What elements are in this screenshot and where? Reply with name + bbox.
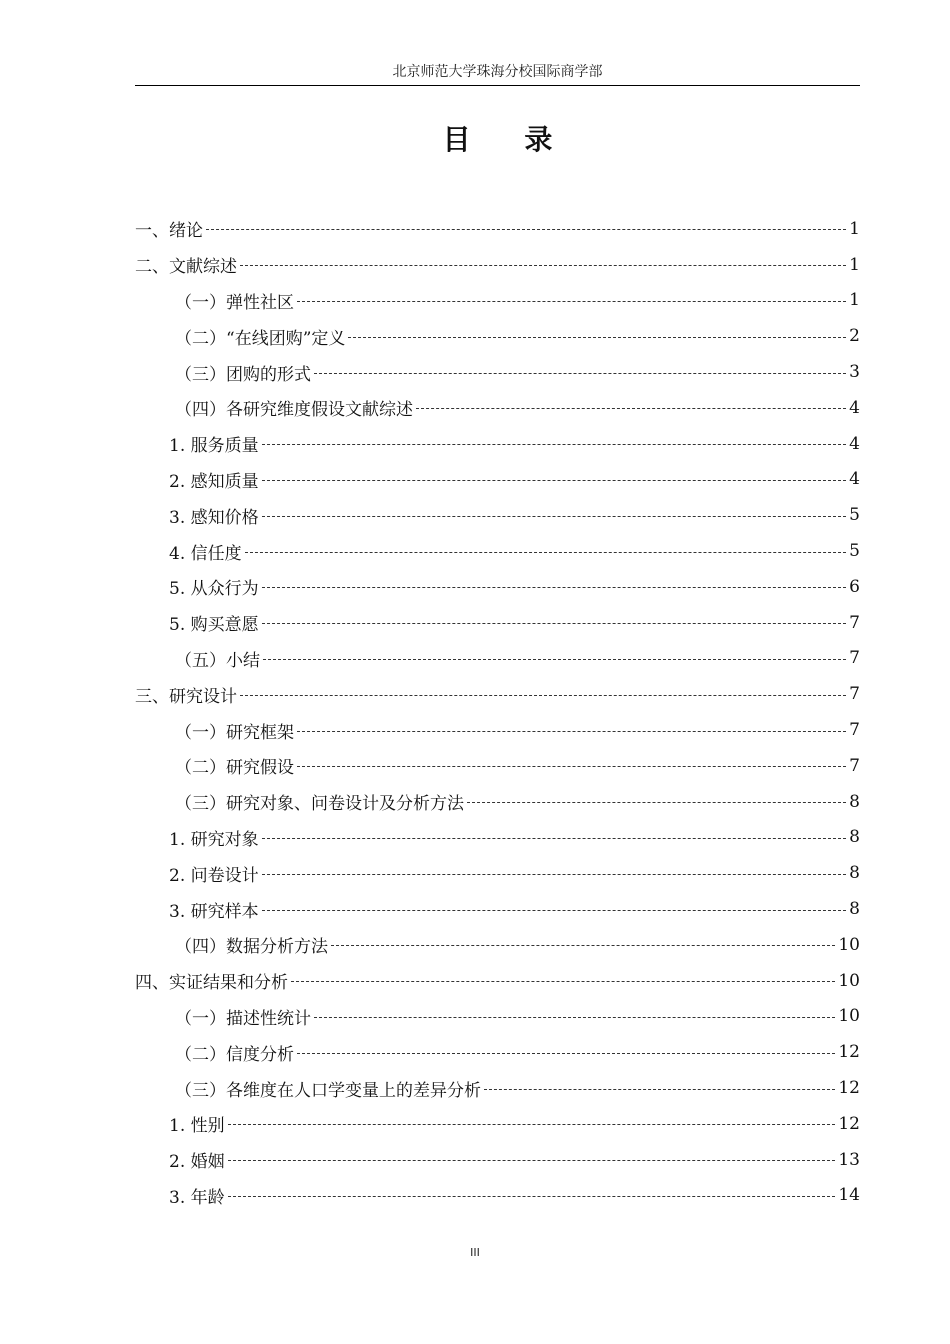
toc-entry[interactable]	[135, 533, 860, 569]
toc-entry[interactable]	[135, 211, 860, 247]
toc-entry-page: 4	[849, 433, 860, 454]
toc-leader-line	[348, 337, 846, 338]
toc-entry[interactable]	[135, 426, 860, 462]
toc-entry-title: （二）研究假设	[175, 758, 294, 779]
toc-entry-title: （四）数据分析方法	[175, 937, 328, 958]
toc-leader-line	[262, 838, 847, 839]
toc-entry[interactable]	[135, 676, 860, 712]
toc-entry[interactable]	[135, 855, 860, 891]
toc-entry-title: 1. 性别	[169, 1116, 225, 1137]
toc-entry-page: 10	[838, 1006, 860, 1027]
toc-entry-title: （一）研究框架	[175, 722, 294, 743]
toc-entry-title: 3. 研究样本	[169, 901, 259, 922]
toc-entry[interactable]	[135, 1106, 860, 1142]
toc-leader-line	[314, 373, 846, 374]
toc-entry[interactable]	[135, 927, 860, 963]
toc-entry-title: （三）团购的形式	[175, 364, 311, 385]
toc-leader-line	[297, 1053, 835, 1054]
toc-leader-line	[297, 301, 846, 302]
toc-entry-page: 12	[838, 1042, 860, 1063]
toc-entry-page: 8	[849, 827, 860, 848]
toc-entry[interactable]	[135, 891, 860, 927]
toc-entry-title: 3. 年龄	[169, 1187, 225, 1208]
header-rule	[135, 85, 860, 86]
toc-leader-line	[240, 695, 846, 696]
toc-entry-title: 1. 研究对象	[169, 829, 259, 850]
toc-entry[interactable]	[135, 462, 860, 498]
toc-entry-title: （三）研究对象、问卷设计及分析方法	[175, 794, 464, 815]
toc-leader-line	[206, 229, 846, 230]
toc-entry-title: （一）描述性统计	[175, 1008, 311, 1029]
toc-entry[interactable]	[135, 354, 860, 390]
toc-leader-line	[228, 1124, 836, 1125]
toc-entry[interactable]	[135, 1034, 860, 1070]
toc-entry-page: 7	[849, 648, 860, 669]
toc-leader-line	[262, 516, 847, 517]
toc-entry-page: 10	[838, 970, 860, 991]
toc-leader-line	[314, 1017, 835, 1018]
toc-leader-line	[262, 623, 847, 624]
toc-leader-line	[262, 444, 847, 445]
page-number: III	[470, 1246, 480, 1259]
toc-entry-title: （二）“在线团购”定义	[175, 328, 346, 349]
toc-entry[interactable]	[135, 247, 860, 283]
toc-entry[interactable]	[135, 1178, 860, 1214]
toc-entry-page: 5	[849, 541, 860, 562]
toc-entry-page: 8	[849, 791, 860, 812]
toc-leader-line	[228, 1160, 836, 1161]
toc-entry-title: 三、研究设计	[135, 686, 237, 707]
toc-leader-line	[228, 1196, 836, 1197]
toc-entry[interactable]	[135, 569, 860, 605]
table-of-contents	[135, 211, 860, 1213]
toc-entry-title: 2. 婚姻	[169, 1152, 225, 1173]
toc-entry-page: 2	[849, 326, 860, 347]
toc-entry[interactable]	[135, 497, 860, 533]
toc-leader-line	[262, 480, 847, 481]
toc-entry[interactable]	[135, 283, 860, 319]
toc-entry-page: 10	[838, 934, 860, 955]
toc-entry-title: 2. 问卷设计	[169, 865, 259, 886]
toc-entry-page: 1	[849, 218, 860, 239]
toc-entry-page: 1	[849, 254, 860, 275]
toc-leader-line	[291, 981, 835, 982]
toc-entry[interactable]	[135, 748, 860, 784]
toc-leader-line	[297, 766, 846, 767]
toc-entry-title: 4. 信任度	[169, 543, 242, 564]
toc-entry[interactable]	[135, 963, 860, 999]
toc-entry[interactable]	[135, 784, 860, 820]
toc-entry-title: 一、绪论	[135, 221, 203, 242]
toc-leader-line	[262, 910, 847, 911]
toc-leader-line	[245, 552, 847, 553]
toc-entry[interactable]	[135, 318, 860, 354]
toc-leader-line	[262, 874, 847, 875]
toc-entry-page: 8	[849, 863, 860, 884]
toc-entry-title: 5. 从众行为	[169, 579, 259, 600]
toc-entry-page: 4	[849, 397, 860, 418]
toc-entry-title: 3. 感知价格	[169, 507, 259, 528]
toc-entry[interactable]	[135, 712, 860, 748]
toc-entry[interactable]	[135, 820, 860, 856]
toc-entry-title: 5. 购买意愿	[169, 615, 259, 636]
toc-entry[interactable]	[135, 1142, 860, 1178]
toc-entry-title: （四）各研究维度假设文献综述	[175, 400, 413, 421]
toc-entry-title: （二）信度分析	[175, 1044, 294, 1065]
toc-entry-page: 7	[849, 684, 860, 705]
toc-leader-line	[240, 265, 846, 266]
toc-entry[interactable]	[135, 390, 860, 426]
toc-entry-page: 5	[849, 505, 860, 526]
toc-leader-line	[416, 408, 846, 409]
toc-leader-line	[484, 1089, 835, 1090]
toc-entry[interactable]	[135, 641, 860, 677]
toc-entry[interactable]	[135, 999, 860, 1035]
toc-entry-title: 四、实证结果和分析	[135, 973, 288, 994]
toc-entry-title: （三）各维度在人口学变量上的差异分析	[175, 1080, 481, 1101]
toc-entry-page: 7	[849, 612, 860, 633]
toc-leader-line	[297, 731, 846, 732]
toc-entry-title: 二、文献综述	[135, 257, 237, 278]
toc-entry-page: 12	[838, 1078, 860, 1099]
toc-entry-page: 3	[849, 362, 860, 383]
toc-entry-page: 14	[838, 1185, 860, 1206]
toc-entry[interactable]	[135, 1070, 860, 1106]
toc-entry-page: 8	[849, 899, 860, 920]
toc-entry-title: 2. 感知质量	[169, 471, 259, 492]
toc-entry-page: 12	[838, 1113, 860, 1134]
toc-leader-line	[263, 659, 846, 660]
toc-entry-page: 4	[849, 469, 860, 490]
toc-entry-title: （五）小结	[175, 650, 260, 671]
toc-leader-line	[467, 802, 846, 803]
running-header: 北京师范大学珠海分校国际商学部	[392, 64, 603, 80]
page-title: 目 录	[442, 123, 575, 156]
toc-entry-page: 13	[838, 1149, 860, 1170]
toc-entry[interactable]	[135, 605, 860, 641]
toc-entry-page: 1	[849, 290, 860, 311]
toc-entry-page: 7	[849, 720, 860, 741]
toc-leader-line	[262, 587, 847, 588]
toc-entry-title: （一）弹性社区	[175, 292, 294, 313]
toc-entry-page: 7	[849, 755, 860, 776]
toc-leader-line	[331, 945, 835, 946]
toc-entry-page: 6	[849, 576, 860, 597]
toc-entry-title: 1. 服务质量	[169, 436, 259, 457]
